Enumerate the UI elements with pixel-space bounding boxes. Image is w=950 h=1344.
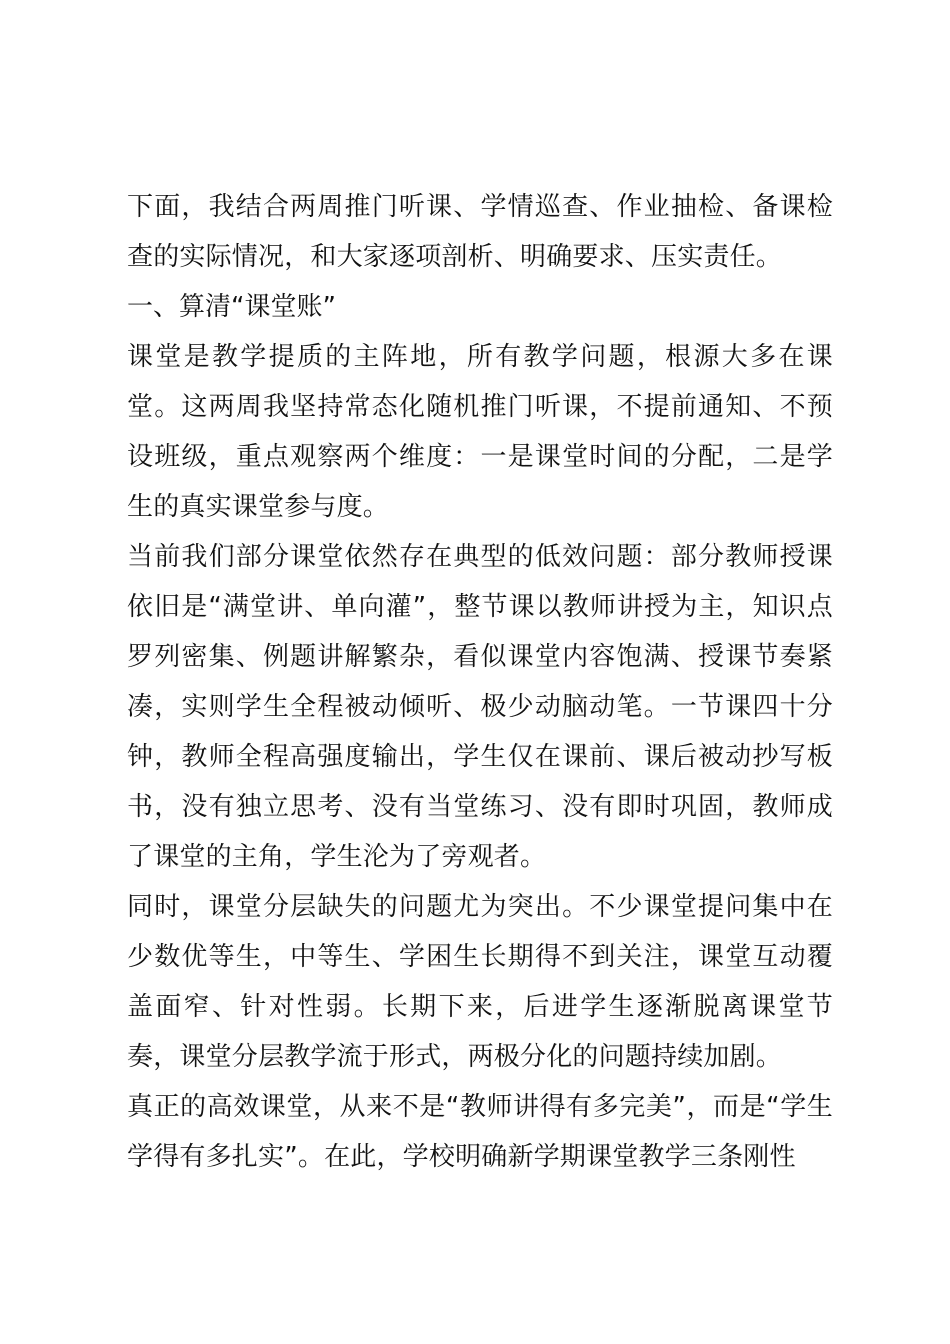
paragraph-problems: 当前我们部分课堂依然存在典型的低效问题：部分教师授课依旧是“满堂讲、单向灌”，整节课以教师讲授为主，知识点罗列密集、例题讲解繁杂，看似课堂内容饱满、授课节奏紧凑，实则学生全程被动倾听、极少动脑动笔。一节课四十分钟，教师全程高强度输出，学生仅在课前、课后被动抄写板书，没有独立思考、没有当堂练习、没有即时巩固，教师成了课堂的主角，学生沦为了旁观者。 xyxy=(127,542,833,872)
section-heading: 一、算清“课堂账” xyxy=(127,292,336,322)
paragraph-layering: 同时，课堂分层缺失的问题尤为突出。不少课堂提问集中在少数优等生，中等生、学困生长期得不到关注，课堂互动覆盖面窄、针对性弱。长期下来，后进学生逐渐脱离课堂节奏，课堂分层教学流于形式，两极分化的问题持续加剧。 xyxy=(127,892,833,1072)
paragraph-classroom: 课堂是教学提质的主阵地，所有教学问题，根源大多在课堂。这两周我坚持常态化随机推门听课，不提前通知、不预设班级，重点观察两个维度：一是课堂时间的分配，二是学生的真实课堂参与度。 xyxy=(127,342,833,522)
document-body xyxy=(127,182,833,1182)
paragraph-intro: 下面，我结合两周推门听课、学情巡查、作业抽检、备课检查的实际情况，和大家逐项剖析、明确要求、压实责任。 xyxy=(127,192,833,272)
paragraph-efficient-class: 真正的高效课堂，从来不是“教师讲得有多完美”，而是“学生学得有多扎实”。在此，学校明确新学期课堂教学三条刚性 xyxy=(127,1092,833,1172)
